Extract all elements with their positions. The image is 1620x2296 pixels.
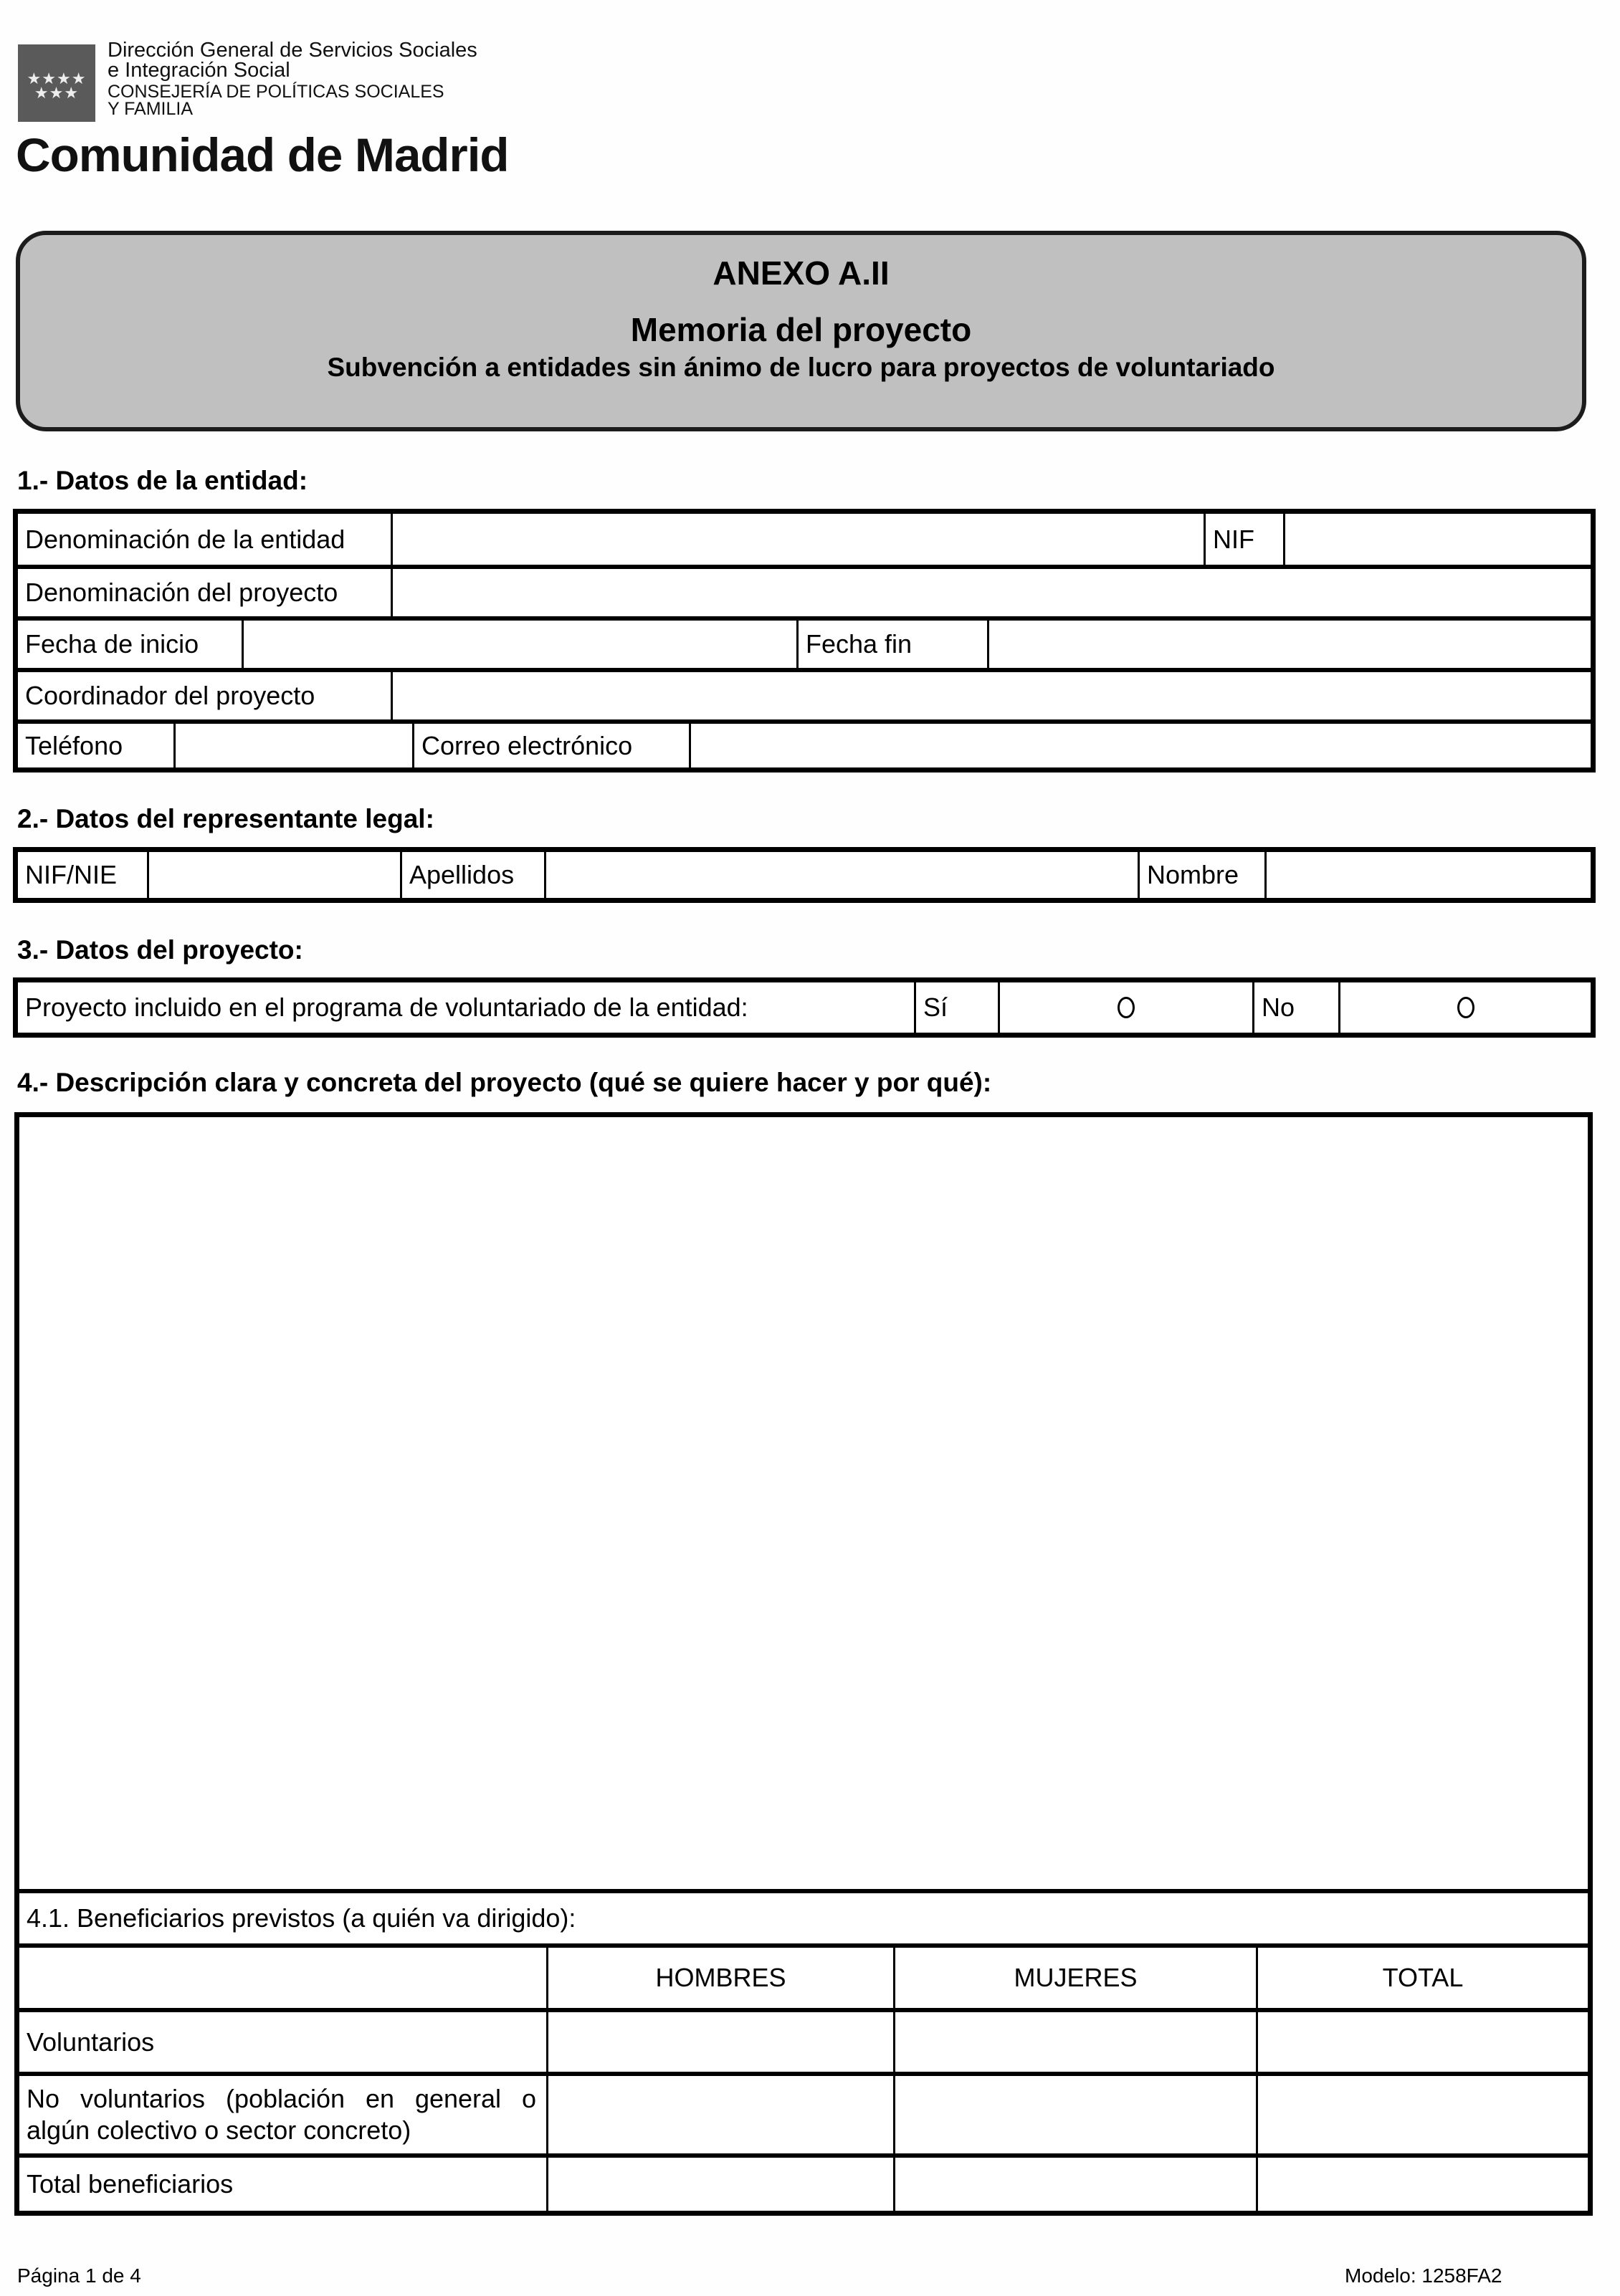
name-field[interactable] <box>1264 852 1591 898</box>
start-date-field[interactable] <box>242 621 796 668</box>
header-blank <box>19 1948 546 2008</box>
ministry-line-2: Y FAMILIA <box>108 99 194 119</box>
row-label-non-volunteers: No voluntarios (población en general o algún colectivo o sector concreto) <box>27 2084 536 2145</box>
page-title: Memoria del proyecto <box>630 311 972 348</box>
yes-radio-cell[interactable] <box>998 982 1252 1033</box>
legal-representative-table <box>13 847 1596 903</box>
nif-label: NIF <box>1204 514 1283 565</box>
representative-row <box>18 852 1591 898</box>
ministry-line-1: CONSEJERÍA DE POLÍTICAS SOCIALES <box>108 82 444 102</box>
beneficiaries-header-row <box>19 1943 1588 2008</box>
section-2-heading: 2.- Datos del representante legal: <box>17 804 434 833</box>
entity-data-table <box>13 509 1596 772</box>
description-box <box>14 1112 1593 2216</box>
total-women-field[interactable] <box>893 2158 1256 2211</box>
logo-flag <box>18 44 95 122</box>
entity-name-label: Denominación de la entidad <box>25 524 346 554</box>
email-label: Correo electrónico <box>412 724 689 767</box>
title-box <box>16 231 1586 431</box>
header-total: TOTAL <box>1256 1948 1588 2008</box>
start-date-label: Fecha de inicio <box>25 629 199 659</box>
section-4-heading: 4.- Descripción clara y concreta del proyecto (qué se quiere hacer y por qué): <box>17 1068 992 1097</box>
annex-label: ANEXO A.II <box>713 254 890 292</box>
model-code: Modelo: 1258FA2 <box>1345 2264 1502 2287</box>
no-radio-cell[interactable] <box>1338 982 1591 1033</box>
section-3-heading: 3.- Datos del proyecto: <box>17 935 303 965</box>
department-name <box>108 40 477 118</box>
dept-line-2: e Integración Social <box>108 59 290 82</box>
volunteers-women-field[interactable] <box>893 2012 1256 2072</box>
volunteer-program-row <box>18 982 1591 1033</box>
beneficiaries-label-row <box>19 1889 1588 1943</box>
entity-name-field[interactable] <box>391 514 1204 565</box>
row-label-volunteers: Voluntarios <box>27 2027 155 2057</box>
dates-row <box>18 616 1591 668</box>
project-name-field[interactable] <box>391 569 1591 616</box>
volunteers-men-field[interactable] <box>546 2012 893 2072</box>
non-volunteers-men-field[interactable] <box>546 2076 893 2153</box>
nif-nie-field[interactable] <box>147 852 400 898</box>
madrid-stars-flag-icon: ★★★★ ★★★ <box>27 70 87 102</box>
coordinator-label: Coordinador del proyecto <box>25 681 315 710</box>
volunteers-total-field[interactable] <box>1256 2012 1588 2072</box>
project-data-table <box>13 977 1596 1038</box>
table-row <box>19 2008 1588 2072</box>
beneficiaries-label: 4.1. Beneficiarios previstos (a quién va dirigido): <box>27 1903 576 1933</box>
name-label: Nombre <box>1138 852 1264 898</box>
entity-name-row <box>18 514 1591 565</box>
project-name-row <box>18 565 1591 616</box>
end-date-field[interactable] <box>987 621 1591 668</box>
page-number: Página 1 de 4 <box>17 2264 141 2287</box>
coordinator-field[interactable] <box>391 672 1591 719</box>
brand-name: Comunidad de Madrid <box>16 128 509 181</box>
page-subtitle: Subvención a entidades sin ánimo de lucro para proyectos de voluntariado <box>327 353 1275 382</box>
volunteer-program-question: Proyecto incluido en el programa de voluntariado de la entidad: <box>25 992 748 1022</box>
nif-nie-label: NIF/NIE <box>25 860 118 889</box>
project-name-label: Denominación del proyecto <box>25 578 338 607</box>
email-field[interactable] <box>689 724 1591 767</box>
no-radio[interactable] <box>1457 997 1474 1018</box>
table-row <box>19 2153 1588 2211</box>
surnames-field[interactable] <box>544 852 1138 898</box>
phone-field[interactable] <box>173 724 412 767</box>
description-field[interactable] <box>19 1117 1588 1889</box>
yes-radio[interactable] <box>1118 997 1135 1018</box>
non-volunteers-total-field[interactable] <box>1256 2076 1588 2153</box>
section-1-heading: 1.- Datos de la entidad: <box>17 466 308 495</box>
end-date-label: Fecha fin <box>796 621 987 668</box>
dept-line-1: Dirección General de Servicios Sociales <box>108 39 477 62</box>
coordinator-row <box>18 668 1591 719</box>
header-women: MUJERES <box>893 1948 1256 2008</box>
no-label: No <box>1252 982 1338 1033</box>
total-total-field[interactable] <box>1256 2158 1588 2211</box>
total-men-field[interactable] <box>546 2158 893 2211</box>
non-volunteers-women-field[interactable] <box>893 2076 1256 2153</box>
header-men: HOMBRES <box>546 1948 893 2008</box>
table-row <box>19 2072 1588 2153</box>
contact-row <box>18 719 1591 767</box>
phone-label: Teléfono <box>25 730 123 760</box>
nif-field[interactable] <box>1283 514 1591 565</box>
yes-label: Sí <box>914 982 998 1033</box>
row-label-total: Total beneficiarios <box>27 2169 234 2199</box>
surnames-label: Apellidos <box>400 852 544 898</box>
